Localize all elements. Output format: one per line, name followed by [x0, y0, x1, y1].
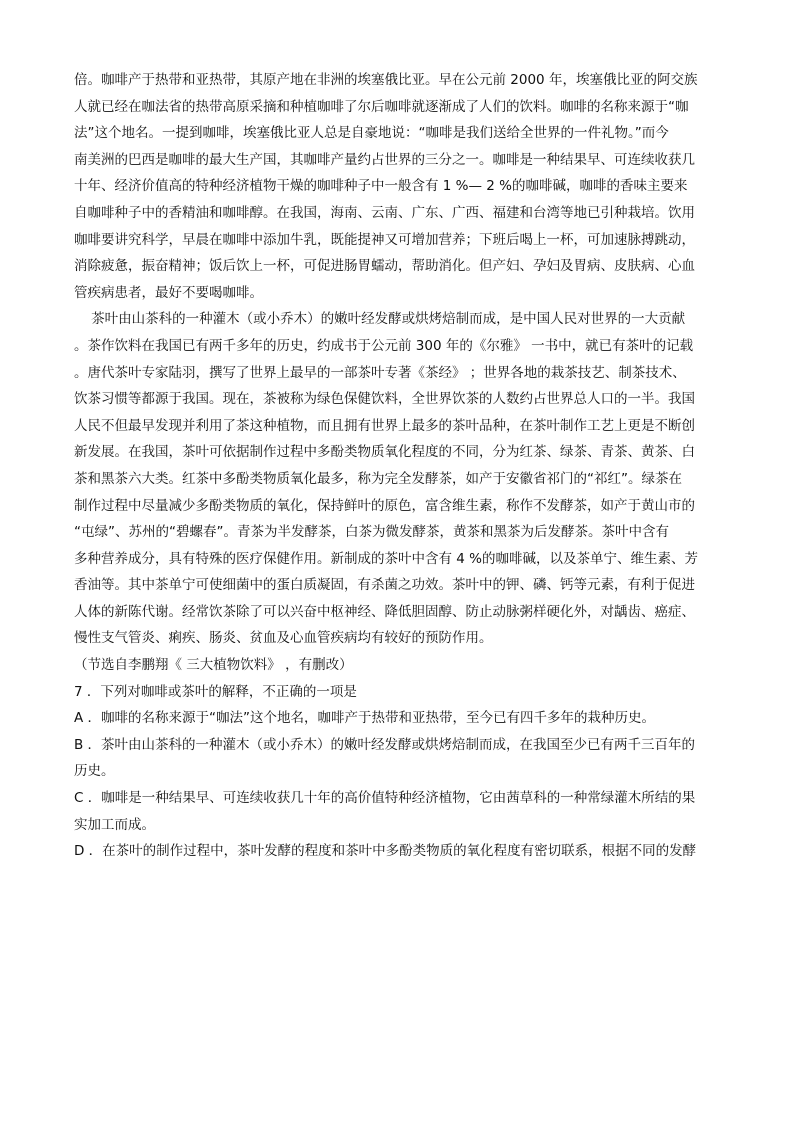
text-line: 香油等。其中茶单宁可使细菌中的蛋白质凝固，有杀菌之功效。茶叶中的钾、磷、钙等元素，有利于促进 [74, 577, 695, 594]
option-b: B ．茶叶由山茶科的一种灌木（或小乔木）的嫩叶经发酵或烘烤焙制而成，在我国至少已有两千三百年的 [74, 736, 696, 753]
text-line: 饮茶习惯等都源于我国。现在，茶被称为绿色保健饮料，全世界饮茶的人数约占世界总人口的一半。我国 [74, 391, 695, 408]
text-line: 南美洲的巴西是咖啡的最大生产国，其咖啡产量约占世界的三分之一。咖啡是一种结果早、可连续收获几 [74, 151, 695, 168]
text-line: 人民不但最早发现并利用了茶这种植物，而且拥有世界上最多的茶叶品种，在茶叶制作工艺上更是不断创 [74, 417, 695, 434]
text-line: 慢性支气管炎、痢疾、肠炎、贫血及心血管疾病均有较好的预防作用。 [74, 630, 493, 647]
question-stem: 7 ．下列对咖啡或茶叶的解释，不正确的一项是 [74, 683, 357, 700]
text-line: 。唐代茶叶专家陆羽，撰写了世界上最早的一部茶叶专著《茶经》 ；世界各地的栽茶技艺、制茶技术、 [74, 364, 686, 381]
text-line: 人就已经在咖法省的热带高原采摘和种植咖啡了尔后咖啡就逐渐成了人们的饮料。咖啡的名称来源于“咖 [74, 98, 689, 115]
option-a: A ．咖啡的名称来源于“咖法”这个地名，咖啡产于热带和亚热带，至今已有四千多年的栽种历史。 [74, 710, 656, 727]
text-line: 。茶作饮料在我国已有两千多年的历史，约成书于公元前 300 年的《尔雅》 一书中，就已有茶叶的记载 [74, 337, 694, 354]
text-line: 消除疲惫，振奋精神；饭后饮上一杯，可促进肠胃蠕动，帮助消化。但产妇、孕妇及胃病、皮肤病、心血 [74, 258, 695, 275]
text-line: 自咖啡种子中的香精油和咖啡醇。在我国，海南、云南、广东、广西、福建和台湾等地已引种栽培。饮用 [74, 204, 695, 221]
text-line: 茶和黑茶六大类。红茶中多酚类物质氧化最多，称为完全发酵茶，如产于安徽省祁门的“祁红”。绿茶在 [74, 470, 682, 487]
text-line: 多种营养成分，具有特殊的医疗保健作用。新制成的茶叶中含有 4 %的咖啡碱，以及茶单宁、维生素、芳 [74, 550, 698, 567]
source-citation: （节选自李鹏翔《 三大植物饮料》 ，有删改） [74, 657, 353, 674]
option-c: C ．咖啡是一种结果早、可连续收获几十年的高价值特种经济植物，它由茜草科的一种常绿灌木所结的果 [74, 790, 696, 807]
text-line: 咖啡要讲究科学，早晨在咖啡中添加牛乳，既能提神又可增加营养；下班后喝上一杯，可加速脉搏跳动， [74, 231, 695, 248]
text-line: 茶叶由山茶科的一种灌木（或小乔木）的嫩叶经发酵或烘烤焙制而成，是中国人民对世界的一大贡献 [74, 311, 686, 328]
option-b-continued: 历史。 [74, 763, 115, 780]
text-line: 人体的新陈代谢。经常饮茶除了可以兴奋中枢神经、降低胆固醇、防止动脉粥样硬化外，对龋齿、癌症、 [74, 603, 695, 620]
option-d: D ．在茶叶的制作过程中，茶叶发酵的程度和茶叶中多酚类物质的氧化程度有密切联系，根据不同的发酵 [74, 843, 697, 860]
text-line: 十年、经济价值高的特种经济植物干燥的咖啡种子中一般含有 1 %— 2 %的咖啡碱，咖啡的香味主要来 [74, 178, 688, 195]
text-line: 制作过程中尽量减少多酚类物质的氧化，保持鲜叶的原色，富含维生素，称作不发酵茶，如产于黄山市的 [74, 497, 695, 514]
option-c-continued: 实加工而成。 [74, 816, 155, 833]
text-line: “屯绿”、苏州的“碧螺春”。青茶为半发酵茶，白茶为微发酵茶，黄茶和黑茶为后发酵茶。茶叶中含有 [74, 524, 669, 541]
text-line: 法”这个地名。一提到咖啡，埃塞俄比亚人总是自豪地说：“咖啡是我们送给全世界的一件礼物。”而今 [74, 125, 669, 142]
document-body [74, 67, 728, 865]
text-line: 新发展。在我国，茶叶可依据制作过程中多酚类物质氧化程度的不同，分为红茶、绿茶、青茶、黄茶、白 [74, 444, 695, 461]
text-line: 倍。咖啡产于热带和亚热带，其原产地在非洲的埃塞俄比亚。早在公元前 2000 年，埃塞俄比亚的阿交族 [74, 72, 698, 88]
text-line: 管疾病患者，最好不要喝咖啡。 [74, 284, 263, 301]
